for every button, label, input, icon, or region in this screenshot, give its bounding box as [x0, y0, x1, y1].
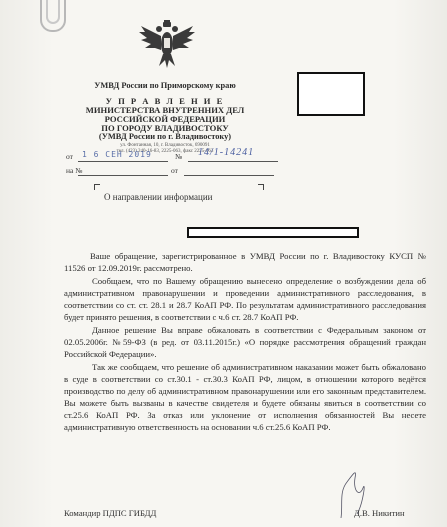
signatory-position: Командир ПДПС ГИБДД — [64, 508, 157, 518]
ministry-line-1: МИНИСТЕРСТВА ВНУТРЕННИХ ДЕЛ — [85, 105, 245, 115]
subject-bracket-left — [94, 184, 100, 190]
upravlenie-heading: У П Р А В Л Е Н И Е — [105, 96, 225, 106]
registration-number-label: № — [175, 152, 183, 161]
redacted-salutation-bar — [187, 227, 359, 238]
paper-clip-inner — [46, 0, 60, 24]
department-short-name: УМВД России по Приморскому краю — [94, 81, 236, 90]
reference-number-underline — [78, 175, 168, 176]
body-paragraph-4: Так же сообщаем, что решение об административном наказании может быть обжаловано в суде в соответствии со ст.30.1 - ст.30.3 КоАП РФ, лицом, в отношении которого ведётся производство по делу об административном правонарушении или его законным представителем. Вы можете быть вызваны в качестве свидетеля и будете обязаны явиться в соответствии со ст.25.6 КоАП РФ. За отказ или уклонение от исполнения обязанностей Вы несете административную ответственность на основании ч.6 ст.25.6 КоАП РФ. — [64, 362, 426, 432]
reference-date-underline — [184, 175, 274, 176]
date-underline — [78, 161, 168, 162]
body-paragraph-2: Сообщаем, что по Вашему обращению вынесено определение о возбуждении дела об административном правонарушении и проведении административного расследования, в соответствии со ст. ст. 28.1 и 28.7 КоАП РФ. По результатам административного расследования будет принято решения, в соответствии с ч.6 ст. 28.7 КоАП РФ. — [64, 276, 426, 322]
reference-from-label: от — [171, 166, 178, 175]
double-headed-eagle-emblem — [137, 20, 197, 70]
number-underline — [188, 161, 278, 162]
subject-bracket-right — [258, 184, 264, 190]
reference-number-label: на № — [66, 166, 83, 175]
registration-date-stamp: 1 6 СЕН 2019 — [82, 150, 152, 159]
ministry-line-3: ПО ГОРОДУ ВЛАДИВОСТОКУ — [101, 123, 229, 133]
body-paragraph-1: Ваше обращение, зарегистрированное в УМВД России по г. Владивостоку КУСП № 11526 от 12.09.2019г. рассмотрено. — [64, 251, 426, 273]
registration-from-label: от — [66, 152, 73, 161]
subject-line: О направлении информации — [104, 192, 213, 202]
registration-number-value: 14/1-14241 — [198, 147, 255, 158]
letter-body — [64, 250, 426, 434]
address-line-2: тел. (423) 240-16-83, 2225-063, факс 2225-063 — [116, 149, 214, 154]
ministry-short-name: (УМВД России по г. Владивостоку) — [98, 132, 232, 141]
signatory-name: Д.В. Никитин — [354, 508, 405, 518]
ministry-line-2: РОССИЙСКОЙ ФЕДЕРАЦИИ — [104, 114, 226, 124]
body-paragraph-3: Данное решение Вы вправе обжаловать в соответствии с Федеральным законом от 02.05.2006г. №59-ФЗ (в ред. от 03.11.2015г.) «О порядке рассмотрения обращений граждан Российской Федерации». — [64, 325, 426, 359]
redacted-addressee-box — [297, 72, 365, 116]
address-line-1: ул. Фонтанная, 10, г. Владивосток, 690091 — [120, 143, 210, 148]
